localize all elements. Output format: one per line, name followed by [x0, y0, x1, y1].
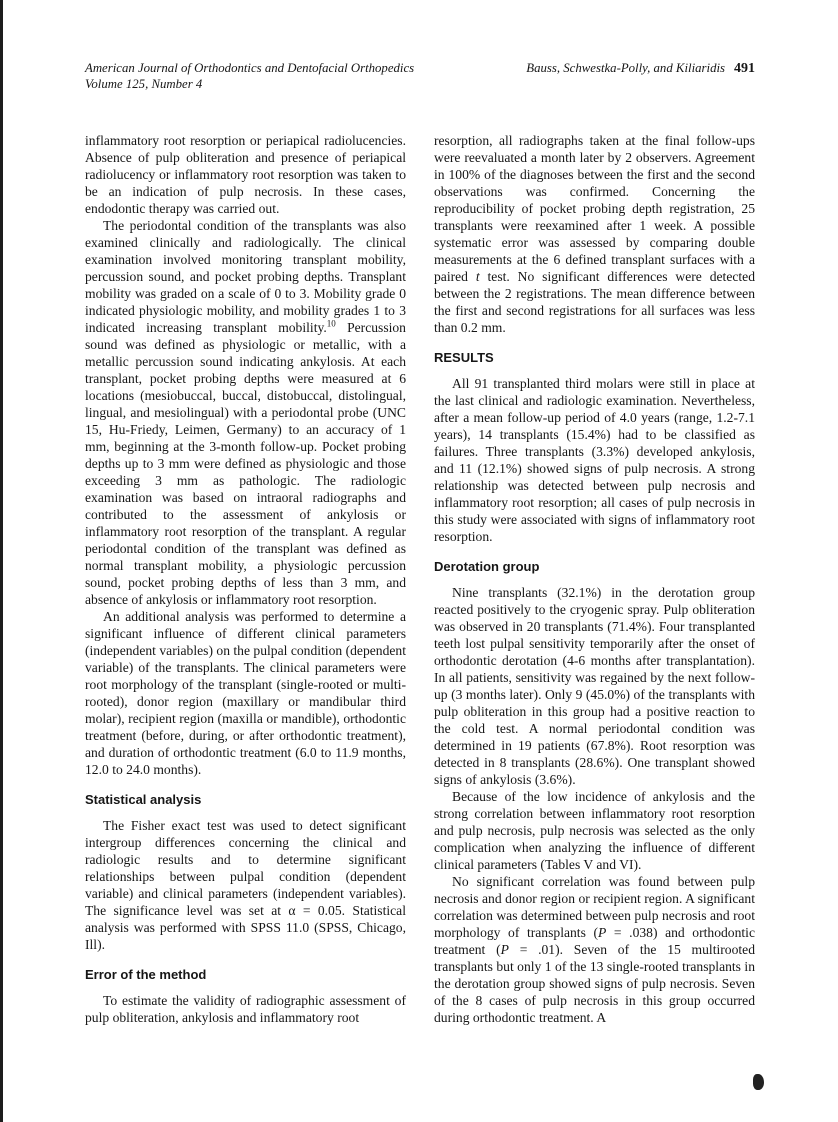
journal-title: American Journal of Orthodontics and Dentofacial Orthopedics [85, 61, 415, 75]
left-column [85, 132, 406, 1026]
page-number: 491 [734, 61, 755, 76]
paragraph: An additional analysis was performed to determine a significant influence of different clinical parameters (independent variables) on the pulpal condition (dependent variable) of the transplants. The clinical parameters were root morphology of the transplant (single-rooted or multi-rooted), donor region (maxillary or mandibular third molar), recipient region (maxilla or mandible), orthodontic treatment (before, during, or after orthodontic treatment), and duration of orthodontic treatment (6.0 to 11.9 months, 12.0 to 24.0 months). [85, 609, 406, 777]
section-heading: Statistical analysis [85, 792, 202, 807]
running-head-right [526, 60, 755, 77]
scan-artifact-blot [753, 1074, 764, 1090]
paragraph: The Fisher exact test was used to detect significant intergroup differences concerning the clinical and radiologic results and to determine significant relationships between pulpal condition (dependent variable) and clinical parameters (independent variables). The significance level was set at α = 0.05. Statistical analysis was performed with SPSS 11.0 (SPSS, Chicago, Ill). [85, 818, 406, 952]
reference-superscript: 10 [326, 318, 336, 329]
paragraph: No significant correlation was found between pulp necrosis and donor region or recipient region. A significant correlation was determined between pulp necrosis and root morphology of transplants (P = .038) and orthodontic treatment (P = .01). Seven of the 15 multirooted transplants but only 1 of the 13 single-rooted transplants in the derotation group showed signs of pulp necrosis. Seven of the 8 cases of pulp necrosis in this group occurred during orthodontic treatment. A [434, 874, 755, 1025]
right-column [434, 132, 755, 1026]
italic-text: P [500, 942, 509, 957]
section-heading: Error of the method [85, 967, 207, 982]
two-column-body [85, 132, 755, 1026]
paragraph: resorption, all radiographs taken at the final follow-ups were reevaluated a month later by 2 observers. Agreement in 100% of the diagnoses between the first and the second observations was confirmed. Concerning the reproducibility of pocket probing depth registration, 25 transplants were reexamined after 1 week. A possible systematic error was assessed by comparing double measurements at the 6 defined transplant surfaces with a paired t test. No significant differences were detected between the 2 registrations. The mean difference between the first and second registrations for all surfaces was less than 0.2 mm. [434, 133, 755, 335]
journal-issue: Volume 125, Number 4 [85, 77, 203, 91]
paragraph: The periodontal condition of the transplants was also examined clinically and radiologically. The clinical examination involved monitoring transplant mobility, percussion sound, and pocket probing depths. Transplant mobility was graded on a scale of 0 to 3. Mobility grade 0 indicated physiologic mobility, and mobility grades 1 to 3 indicated increasing transplant mobility.$^{10}$ Percussion sound was defined as physiologic or metallic, with a metallic percussion sound indicating ankylosis. At each transplant, pocket probing depths were measured at 6 locations (mesiobuccal, buccal, distobuccal, distolingual, lingual, and mesiolingual) with a periodontal probe (UNC 15, Hu-Friedy, Leimen, Germany) to an accuracy of 1 mm, beginning at the 3-month follow-up. Pocket probing depths up to 3 mm were defined as physiologic and those exceeding 3 mm as pathologic. The radiologic examination was based on intraoral radiographs and contributed to the assessment of ankylosis or inflammatory root resorption of the transplant. A regular periodontal condition of the transplant was defined as normal transplant mobility, a physiologic percussion sound, pocket probing depths of less than 3 mm, and absence of ankylosis or inflammatory root resorption. [85, 218, 406, 607]
paragraph: Because of the low incidence of ankylosis and the strong correlation between inflammatory root resorption and pulp necrosis, pulp necrosis was selected as the only complication when analyzing the influence of different clinical parameters (Tables V and VI). [434, 789, 755, 872]
italic-text: t [475, 269, 480, 284]
scan-artifact-left-edge [0, 0, 3, 1122]
paragraph: To estimate the validity of radiographic assessment of pulp obliteration, ankylosis and inflammatory root [85, 993, 406, 1025]
paragraph: Nine transplants (32.1%) in the derotation group reacted positively to the cryogenic spray. Pulp obliteration was observed in 20 transplants (71.4%). Four transplanted teeth lost pulpal sensitivity temporarily after the onset of orthodontic derotation (4-6 months after transplantation). In all patients, sensitivity was regained by the next follow-up (3 months later). Only 9 (45.0%) of the transplants with pulp obliteration in this group had a positive reaction to the cold test. A normal periodontal condition was determined in 19 patients (67.8%). Root resorption was detected in 8 transplants (28.6%). One transplant showed signs of ankylosis (3.6%). [434, 585, 755, 787]
page-header [85, 60, 755, 92]
running-head-left [85, 60, 414, 92]
running-authors: Bauss, Schwestka-Polly, and Kiliaridis [526, 61, 725, 75]
paragraph: inflammatory root resorption or periapical radiolucencies. Absence of pulp obliteration and presence of periapical radiolucency or inflammatory root resorption was taken to be an indication of pulp necrosis. In these cases, endodontic therapy was carried out. [85, 133, 406, 216]
section-heading: Derotation group [434, 559, 540, 574]
section-heading: RESULTS [434, 350, 494, 365]
paragraph: All 91 transplanted third molars were still in place at the last clinical and radiologic examination. Nevertheless, after a mean follow-up period of 4.0 years (range, 1.2-7.1 years), 14 transplants (15.4%) had to be classified as failures. Three transplants (3.3%) developed ankylosis, and 11 (12.1%) showed signs of pulp necrosis. A strong relationship was detected between pulp necrosis and inflammatory root resorption; all cases of pulp necrosis in this study were associated with signs of inflammatory root resorption. [434, 376, 755, 544]
italic-text: P [598, 925, 607, 940]
